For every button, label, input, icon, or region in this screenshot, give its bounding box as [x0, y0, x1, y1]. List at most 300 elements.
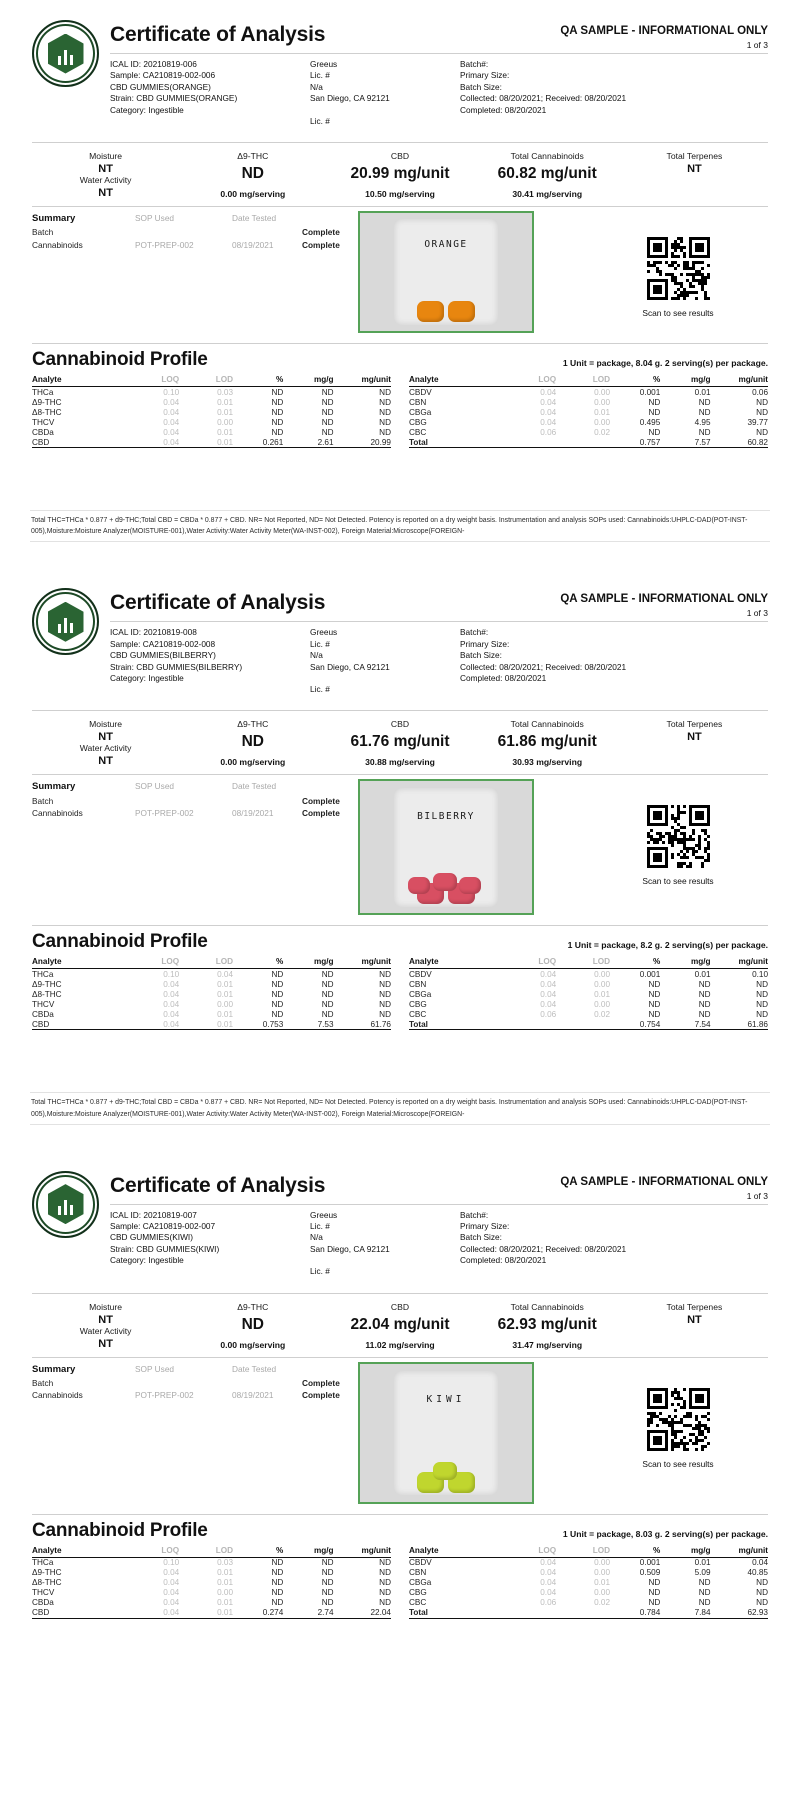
column-header: LOQ: [502, 374, 556, 387]
table-row: [32, 979, 391, 989]
stat-value: NT: [98, 755, 113, 768]
table-cell: CBGa: [409, 989, 432, 999]
table-cell: ND: [756, 1009, 768, 1019]
ical-id: ICAL ID: 20210819-007: [110, 1209, 197, 1220]
page-number: 1 of 3: [746, 40, 768, 50]
table-cell: Total: [409, 1608, 502, 1619]
stat-label: Total Terpenes: [666, 1301, 723, 1312]
table-cell: ND: [379, 427, 391, 437]
strain: Strain: CBD GUMMIES(ORANGE): [110, 93, 238, 104]
table-cell: ND: [321, 417, 334, 427]
column-header: %: [610, 1545, 660, 1558]
stat-value: 20.99 mg/unit: [350, 165, 450, 183]
table-cell: 0.10: [163, 387, 180, 397]
table-cell: 0.00: [594, 979, 611, 989]
table-cell: ND: [379, 989, 391, 999]
stat-value: NT: [687, 1313, 702, 1326]
summary-cell: [232, 795, 302, 807]
document-title: Certificate of Analysis: [110, 1173, 326, 1197]
table-cell: 0.01: [217, 427, 234, 437]
completed-date: Completed: 08/20/2021: [460, 673, 547, 684]
section-title-cannabinoid-profile: Cannabinoid Profile: [32, 349, 208, 371]
table-cell: ND: [756, 427, 768, 437]
stat-serving: 0.00 mg/serving: [220, 189, 286, 200]
summary-cell: [135, 795, 232, 807]
disclaimer-text: Total THC=THCa * 0.877 + d9-THC;Total CBD = CBDa * 0.877 + CBD. NR= Not Reported, ND= Not Detected. Potency is reported on a dry weight basis. Instrumentation and analysis SOPs used: Cannabinoids:UHPLC-DAD(POT-INST-005),Moisture:Moisture Analyzer(MOISTURE-001),Water Activity:Water Activity Meter(WA-INST-002), Foreign Material:Microscope(FOREIGN-: [30, 1092, 770, 1124]
table-row: [32, 1568, 391, 1578]
cannabinoid-tables: [32, 1545, 768, 1619]
stat-moisture: [32, 1302, 179, 1350]
qr-code: [647, 805, 710, 868]
table-cell: ND: [756, 979, 768, 989]
stat-label: Δ9-THC: [237, 1301, 269, 1312]
gummy-blob: [448, 301, 475, 322]
stat-label: Moisture: [89, 1301, 123, 1312]
certificate: [0, 588, 800, 1030]
table-cell: ND: [698, 397, 711, 407]
table-cell: 0.509: [639, 1568, 661, 1578]
stat-label: Water Activity: [79, 175, 132, 186]
table-cell: 0.274: [233, 1608, 283, 1619]
stat-cbd: [326, 151, 473, 199]
certificate-header: [32, 588, 768, 695]
column-header: %: [610, 374, 660, 387]
table-cell: Δ9-THC: [32, 1568, 62, 1578]
primary-size: Primary Size:: [460, 1221, 510, 1231]
table-cell: ND: [321, 1598, 334, 1608]
table-cell: CBDV: [409, 387, 432, 397]
table-cell: ND: [698, 1578, 711, 1588]
summary-cell: [135, 226, 232, 238]
table-cell: 0.00: [217, 1588, 234, 1598]
summary-table: [32, 1362, 358, 1504]
stat-total-terpenes: [621, 719, 768, 767]
table-cell: 0.04: [217, 969, 234, 979]
ical-id: ICAL ID: 20210819-008: [110, 627, 197, 638]
table-cell: 0.261: [233, 437, 283, 448]
lab-logo-icon: [32, 588, 99, 655]
table-cell: 0.01: [217, 1009, 234, 1019]
batch-number: Batch#:: [460, 59, 489, 69]
table-cell: 0.01: [594, 989, 611, 999]
table-cell: ND: [379, 1598, 391, 1608]
table-cell: 0.04: [540, 407, 557, 417]
table-cell: CBG: [409, 1588, 427, 1598]
table-cell: THCV: [32, 1588, 55, 1598]
table-cell: CBD: [32, 1608, 125, 1619]
table-cell: 0.001: [639, 1558, 661, 1568]
table-cell: Δ8-THC: [32, 989, 62, 999]
table-cell: ND: [271, 397, 284, 407]
product-name: CBD GUMMIES(KIWI): [110, 1232, 193, 1243]
stat-cbd: [326, 1302, 473, 1350]
table-cell: 0.02: [594, 1598, 611, 1608]
summary-label: Summary: [32, 213, 76, 225]
stat-label: Moisture: [89, 719, 123, 730]
table-cell: ND: [648, 1009, 661, 1019]
client-info-block: [310, 59, 460, 127]
table-cell: CBGa: [409, 407, 432, 417]
client-address: San Diego, CA 92121: [310, 1243, 390, 1254]
table-cell: ND: [271, 989, 284, 999]
summary-section: [32, 775, 768, 915]
table-cell: CBC: [409, 1598, 427, 1608]
table-cell: ND: [271, 999, 284, 1009]
table-cell: 0.04: [540, 979, 557, 989]
column-header: mg/g: [283, 956, 333, 969]
table-cell: 2.61: [283, 437, 333, 448]
table-row: [32, 1578, 391, 1588]
sample-id: Sample: CA210819-002-006: [110, 70, 216, 81]
table-cell: ND: [379, 417, 391, 427]
product-photo: [358, 1362, 534, 1504]
table-cell: ND: [698, 407, 711, 417]
table-row: [409, 979, 768, 989]
table-cell: ND: [379, 1578, 391, 1588]
table-header-row: [409, 374, 768, 387]
stat-serving: 30.41 mg/serving: [512, 189, 583, 200]
table-cell: 0.01: [217, 979, 234, 989]
summary-table: [32, 211, 358, 333]
table-cell: ND: [271, 407, 284, 417]
product-photo: [358, 211, 534, 333]
table-cell: 5.09: [694, 1568, 711, 1578]
sop-used-label: SOP Used: [135, 781, 175, 792]
table-row: [409, 969, 768, 980]
table-row: [32, 407, 391, 417]
table-cell: ND: [648, 989, 661, 999]
client-address: San Diego, CA 92121: [310, 93, 390, 104]
summary-cell: Complete: [302, 227, 340, 238]
summary-header-row: [32, 1363, 358, 1377]
table-cell: ND: [321, 979, 334, 989]
stat-value: NT: [98, 187, 113, 200]
client-license-value: N/a: [310, 650, 323, 661]
table-row: [409, 1557, 768, 1568]
table-cell: ND: [379, 1558, 391, 1568]
table-row: [409, 397, 768, 407]
stat-label: CBD: [390, 719, 410, 730]
title-row: [110, 1171, 768, 1205]
stats-band: [32, 1293, 768, 1358]
table-cell: 7.57: [660, 437, 710, 448]
summary-cell: Batch: [32, 227, 54, 238]
table-cell: CBDa: [32, 1598, 54, 1608]
table-cell: 39.77: [747, 417, 768, 427]
table-cell: 0.00: [594, 969, 611, 979]
table-cell: ND: [648, 427, 661, 437]
table-cell: CBC: [409, 1009, 427, 1019]
spacer-line: [310, 1255, 460, 1266]
stat-serving: 11.02 mg/serving: [365, 1339, 435, 1350]
stat-value: NT: [687, 163, 702, 176]
table-cell: ND: [379, 1568, 391, 1578]
column-header: LOD: [556, 956, 610, 969]
table-cell: CBG: [409, 417, 427, 427]
column-header: LOD: [179, 1545, 233, 1558]
table-cell: ND: [756, 407, 768, 417]
strain: Strain: CBD GUMMIES(BILBERRY): [110, 661, 243, 672]
stat-d9-thc: [179, 1302, 326, 1350]
stat-moisture: [32, 719, 179, 767]
certificate-header: [32, 1171, 768, 1278]
stat-value: ND: [241, 1315, 264, 1333]
cannabinoid-tables: [32, 374, 768, 448]
qr-code: [647, 1388, 710, 1451]
stat-label: Δ9-THC: [237, 719, 269, 730]
qa-banner: QA SAMPLE - INFORMATIONAL ONLY: [560, 25, 768, 37]
sample-id: Sample: CA210819-002-007: [110, 1221, 216, 1231]
primary-size: Primary Size:: [460, 638, 510, 649]
stat-label: Total Cannabinoids: [510, 151, 584, 162]
table-cell: 0.04: [752, 1558, 768, 1568]
table-cell: ND: [321, 1558, 334, 1568]
table-cell: 7.54: [660, 1019, 710, 1030]
column-header: Analyte: [32, 956, 125, 969]
table-cell: 0.10: [163, 1558, 180, 1568]
unit-serving-info: 1 Unit = package, 8.04 g. 2 serving(s) per package.: [562, 358, 768, 369]
qa-block: [560, 588, 768, 618]
table-cell: ND: [698, 427, 711, 437]
sample-id: Sample: CA210819-002-008: [110, 638, 216, 649]
disclaimer-text: Total THC=THCa * 0.877 + d9-THC;Total CBD = CBDa * 0.877 + CBD. NR= Not Reported, ND= Not Detected. Potency is reported on a dry weight basis. Instrumentation and analysis SOPs used: Cannabinoids:UHPLC-DAD(POT-INST-005),Moisture:Moisture Analyzer(MOISTURE-001),Water Activity:Water Activity Meter(WA-INST-002), Foreign Material:Microscope(FOREIGN-: [30, 510, 770, 542]
table-cell: ND: [379, 999, 391, 1009]
table-row: [32, 417, 391, 427]
table-cell: ND: [648, 1588, 661, 1598]
table-header-row: [32, 1545, 391, 1558]
summary-cell: Complete: [302, 795, 340, 806]
summary-cell: Complete: [302, 1390, 340, 1401]
stat-value: ND: [241, 733, 264, 751]
summary-section: [32, 1358, 768, 1504]
cannabinoid-table-left: [32, 374, 391, 448]
table-cell: 0.01: [217, 1578, 234, 1588]
table-cell: ND: [271, 1588, 284, 1598]
table-cell: ND: [379, 407, 391, 417]
table-cell: ND: [321, 1578, 334, 1588]
stat-value: 62.93 mg/unit: [497, 1315, 597, 1333]
stat-total-cannabinoids: [474, 151, 621, 199]
header-columns: [110, 54, 768, 127]
summary-header-row: [32, 780, 358, 794]
table-cell: 0.01: [217, 397, 234, 407]
title-row: [110, 588, 768, 622]
certificate-header: [32, 20, 768, 127]
table-cell: 0.00: [594, 417, 611, 427]
table-cell: 0.04: [163, 427, 180, 437]
header-columns: [110, 622, 768, 695]
stat-value: 61.86 mg/unit: [497, 733, 597, 751]
table-row: [32, 999, 391, 1009]
table-cell: 0.04: [163, 417, 180, 427]
stat-value: 60.82 mg/unit: [497, 165, 597, 183]
table-cell: ND: [698, 999, 711, 1009]
client-license2: Lic. #: [310, 684, 330, 695]
qr-area: [588, 779, 768, 915]
stat-value: 22.04 mg/unit: [350, 1315, 450, 1333]
table-cell: [502, 1608, 556, 1619]
header-main: [110, 1171, 768, 1278]
stat-value: NT: [98, 163, 113, 176]
table-cell: 0.10: [163, 969, 180, 979]
cannabinoid-tables: [32, 956, 768, 1030]
column-header: LOD: [556, 374, 610, 387]
table-cell: Δ9-THC: [32, 397, 62, 407]
table-cell: 0.04: [540, 1568, 557, 1578]
summary-body: [32, 1377, 358, 1402]
table-cell: 40.85: [747, 1568, 768, 1578]
stat-value: NT: [687, 731, 702, 744]
table-cell: Δ8-THC: [32, 1578, 62, 1588]
table-cell: CBN: [409, 979, 427, 989]
summary-body: [32, 226, 358, 251]
document-title: Certificate of Analysis: [110, 23, 326, 46]
page-number: 1 of 3: [746, 608, 768, 619]
column-header: LOQ: [125, 956, 179, 969]
stat-moisture: [32, 151, 179, 199]
table-cell: CBD: [32, 1019, 125, 1030]
table-cell: CBDV: [409, 1558, 432, 1568]
table-cell: 0.10: [752, 969, 768, 979]
gummy-blob: [408, 877, 430, 894]
table-cell: ND: [321, 427, 334, 437]
stat-value: ND: [241, 165, 264, 183]
unit-serving-info: 1 Unit = package, 8.03 g. 2 serving(s) per package.: [562, 1528, 768, 1539]
stat-d9-thc: [179, 719, 326, 767]
table-cell: CBN: [409, 397, 427, 407]
cannabinoid-profile-header: [32, 1514, 768, 1542]
table-cell: 0.04: [540, 1558, 557, 1568]
batch-size: Batch Size:: [460, 650, 502, 661]
gummy-blob: [459, 877, 481, 894]
table-cell: 0.01: [594, 1578, 611, 1588]
gummy-blob: [417, 301, 444, 322]
date-tested-label: Date Tested: [232, 781, 277, 792]
column-header: LOD: [556, 1545, 610, 1558]
column-header: LOQ: [502, 1545, 556, 1558]
sample-info-block: [110, 627, 310, 695]
column-header: mg/unit: [711, 374, 768, 387]
table-cell: 0.01: [217, 407, 234, 417]
scan-caption: Scan to see results: [642, 308, 714, 319]
table-cell: ND: [379, 1009, 391, 1019]
table-cell: ND: [271, 1558, 284, 1568]
completed-date: Completed: 08/20/2021: [460, 104, 547, 115]
table-cell: 0.01: [594, 407, 611, 417]
table-row: [32, 969, 391, 980]
summary-cell: [232, 1377, 302, 1389]
lab-logo-icon: [32, 1171, 99, 1238]
table-row: [409, 437, 768, 448]
column-header: mg/unit: [334, 374, 391, 387]
stat-serving: 0.00 mg/serving: [220, 1339, 286, 1350]
column-header: %: [233, 956, 283, 969]
table-cell: ND: [379, 969, 391, 979]
table-row: [409, 1588, 768, 1598]
table-cell: 0.01: [694, 387, 711, 397]
table-cell: 0.04: [163, 989, 180, 999]
category: Category: Ingestible: [110, 1255, 184, 1266]
table-cell: 61.76: [334, 1019, 391, 1030]
table-row: [32, 1019, 391, 1030]
summary-label: Summary: [32, 1363, 76, 1375]
table-cell: 0.00: [594, 1568, 611, 1578]
table-cell: ND: [271, 417, 284, 427]
cannabinoid-table-left: [32, 1545, 391, 1619]
table-cell: 0.04: [163, 1588, 180, 1598]
summary-cell: Complete: [302, 808, 340, 819]
table-cell: ND: [698, 989, 711, 999]
stat-total-terpenes: [621, 151, 768, 199]
summary-row: [32, 239, 358, 251]
summary-cell: Batch: [32, 795, 54, 806]
table-cell: 20.99: [334, 437, 391, 448]
table-cell: ND: [698, 979, 711, 989]
table-row: [409, 1019, 768, 1030]
stat-serving: 31.47 mg/serving: [512, 1339, 583, 1350]
table-row: [409, 989, 768, 999]
section-title-cannabinoid-profile: Cannabinoid Profile: [32, 1519, 208, 1541]
table-cell: THCV: [32, 417, 55, 427]
table-cell: 0.04: [163, 1598, 180, 1608]
table-cell: ND: [271, 1598, 284, 1608]
table-cell: 0.001: [639, 969, 661, 979]
table-cell: [556, 1019, 610, 1030]
table-cell: CBDa: [32, 427, 54, 437]
table-cell: 0.01: [179, 437, 233, 448]
column-header: %: [233, 1545, 283, 1558]
summary-cell: 08/19/2021: [232, 1390, 274, 1401]
client-name: Greeus: [310, 1209, 338, 1220]
table-row: [32, 427, 391, 437]
batch-size: Batch Size:: [460, 1232, 502, 1243]
table-cell: 0.495: [639, 417, 661, 427]
stat-label: Total Terpenes: [666, 151, 723, 162]
table-cell: 0.02: [594, 427, 611, 437]
table-row: [409, 1608, 768, 1619]
summary-row: [32, 1377, 358, 1389]
table-cell: ND: [321, 1568, 334, 1578]
table-cell: 0.01: [179, 1019, 233, 1030]
table-cell: Δ8-THC: [32, 407, 62, 417]
table-row: [409, 417, 768, 427]
column-header: mg/unit: [711, 956, 768, 969]
product-name: CBD GUMMIES(ORANGE): [110, 81, 211, 92]
table-cell: 0.00: [594, 387, 611, 397]
column-header: LOD: [179, 956, 233, 969]
table-cell: 0.03: [217, 387, 234, 397]
stat-label: CBD: [390, 151, 410, 162]
gummy-blob: [433, 873, 457, 891]
summary-body: [32, 795, 358, 820]
column-header: Analyte: [409, 1545, 502, 1558]
header-columns: [110, 1205, 768, 1278]
table-row: [32, 387, 391, 398]
table-cell: 0.01: [179, 1608, 233, 1619]
table-cell: 0.04: [540, 999, 557, 1009]
table-cell: CBD: [32, 437, 125, 448]
column-header: LOQ: [502, 956, 556, 969]
table-cell: ND: [648, 1578, 661, 1588]
sop-used-label: SOP Used: [135, 213, 175, 224]
table-cell: 0.06: [752, 387, 768, 397]
table-row: [32, 989, 391, 999]
table-cell: Total: [409, 437, 502, 448]
client-name: Greeus: [310, 627, 338, 638]
category: Category: Ingestible: [110, 104, 184, 115]
spacer-line: [310, 105, 460, 116]
table-cell: 4.95: [694, 417, 711, 427]
